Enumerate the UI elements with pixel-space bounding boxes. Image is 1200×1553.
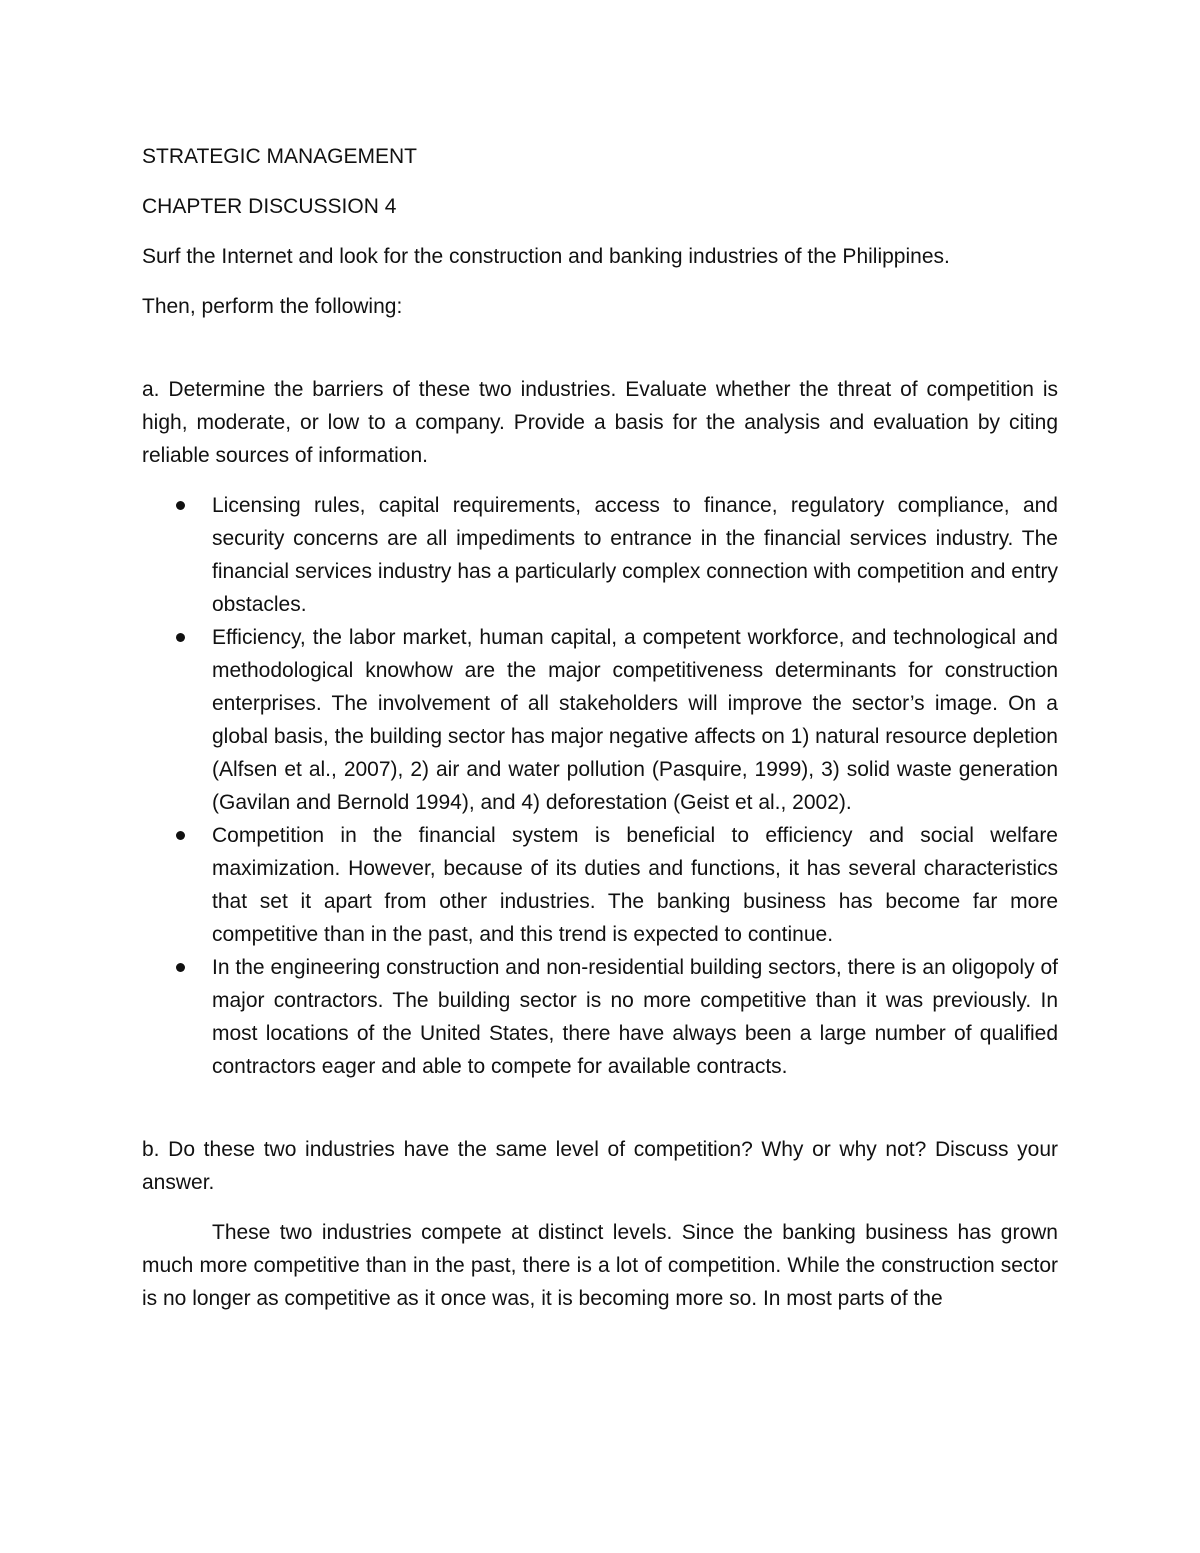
bullet-dot-icon [176,831,185,840]
lead-in-text: Then, perform the following: [142,295,403,318]
bullet-text: Efficiency, the labor market, human capital, a competent workforce, and technological and methodological knowhow are the major competitiveness determinants for construction enterprises. The involvement of all stakeholders will improve the sector’s image. On a global basis, the building sector has major negative affects on 1) natural resource depletion (Alfsen et al., 2007), 2) air and water pollution (Pasquire, 1999), 3) solid waste generation (Gavilan and Bernold 1994), and 4) deforestation (Geist et al., 2002). [212,626,1058,814]
bullet-text: In the engineering construction and non-residential building sectors, there is an oligopoly of major contractors. The building sector is no more competitive than it was previously. In most locations of the United States, there have always been a large number of qualified contractors eager and able to compete for available contracts. [212,956,1058,1078]
question-a: a. Determine the barriers of these two industries. Evaluate whether the threat of competition is high, moderate, or low to a company. Provide a basis for the analysis and evaluation by citing reliable sources of information. [142,378,1058,467]
document-title: STRATEGIC MANAGEMENT [142,145,417,168]
question-b: b. Do these two industries have the same level of competition? Why or why not? Discuss your answer. [142,1138,1058,1194]
chapter-heading: CHAPTER DISCUSSION 4 [142,195,397,218]
bullet-dot-icon [176,963,185,972]
blank-line [142,1083,1058,1133]
answer-a-bullet-list [142,489,1058,1083]
bullet-text: Competition in the financial system is beneficial to efficiency and social welfare maximization. However, because of its duties and functions, it has several characteristics that set it apart from other industries. The banking business has become far more competitive than in the past, and this trend is expected to continue. [212,824,1058,946]
blank-line [142,340,1058,373]
bullet-item [142,489,1058,621]
answer-b-paragraph: These two industries compete at distinct levels. Since the banking business has grown much more competitive than in the past, there is a lot of competition. While the construction sector is no longer as competitive as it once was, it is becoming more so. In most parts of the [142,1221,1058,1310]
bullet-item [142,951,1058,1083]
bullet-item [142,819,1058,951]
bullet-text: Licensing rules, capital requirements, access to finance, regulatory compliance, and security concerns are all impediments to entrance in the financial services industry. The financial services industry has a particularly complex connection with competition and entry obstacles. [212,494,1058,616]
bullet-dot-icon [176,501,185,510]
bullet-dot-icon [176,633,185,642]
document-body [142,140,1058,1332]
bullet-item [142,621,1058,819]
instruction-text: Surf the Internet and look for the construction and banking industries of the Philippines. [142,245,950,268]
